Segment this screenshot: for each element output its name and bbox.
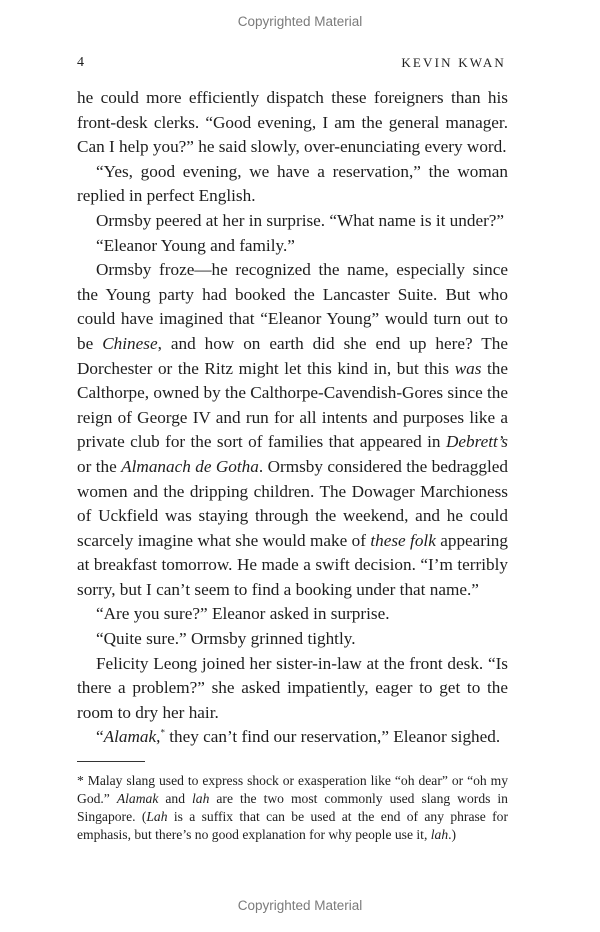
emphasis: these folk	[370, 530, 436, 550]
text-run: “	[96, 727, 104, 747]
paragraph: “Are you sure?” Eleanor asked in surprise.	[96, 604, 390, 624]
text-run: .)	[448, 827, 457, 842]
body-text	[77, 86, 508, 750]
emphasis: Chinese	[102, 333, 158, 353]
emphasis: lah	[430, 827, 449, 842]
text-run: are the two most commonly used slang words in Singapore. (	[77, 791, 508, 824]
text-run: * Malay slang used to express shock or exasperation like “oh dear” or “oh my God.”	[77, 773, 508, 806]
text-run: they can’t find our reservation,” Eleanor sighed.	[164, 727, 501, 747]
emphasis: Lah	[146, 809, 168, 824]
text-run: and	[158, 791, 193, 806]
text-run: ,	[156, 727, 161, 747]
running-head-author: KEVIN KWAN	[401, 55, 506, 70]
paragraph: Felicity Leong joined her sister-in-law at the front desk. “Is there a problem?” she asked impatiently, eager to get to the room to dry her hair.	[77, 653, 508, 722]
emphasis: lah	[192, 791, 210, 806]
footnote-marker: *	[160, 727, 165, 738]
paragraph	[77, 725, 508, 750]
text-run: Ormsby froze—he recognized the name, especially since the Young party had booked the Lancaster Suite. But who could have imagined that “Eleanor Young” would turn out to be	[77, 260, 508, 353]
page-number: 4	[77, 55, 84, 70]
footnote-rule	[77, 761, 145, 762]
watermark-bottom: Copyrighted Material	[237, 898, 363, 913]
paragraph: “Eleanor Young and family.”	[96, 235, 295, 255]
text-run: , and how on earth did she end up here? The Dorchester or the Ritz might let this kind in, but this	[77, 333, 508, 378]
footnote-text	[77, 772, 508, 844]
emphasis: Alamak	[103, 727, 157, 747]
footnote	[77, 772, 508, 844]
text-run: . Ormsby considered the bedraggled women and the dripping children. The Dowager Marchioness of Uckfield was staying through the weekend, and he could scarcely imagine what she would make of	[77, 456, 508, 550]
emphasis: Almanach de Gotha	[121, 456, 259, 476]
paragraph: “Yes, good evening, we have a reservation,” the woman replied in perfect English.	[77, 161, 508, 206]
paragraph: Ormsby peered at her in surprise. “What name is it under?”	[96, 210, 505, 230]
text-run: or the	[77, 456, 122, 476]
emphasis: Alamak	[116, 791, 159, 806]
running-header	[77, 55, 506, 73]
text-run: appearing at breakfast tomorrow. He made a swift decision. “I’m terribly sorry, but I can’t seem to find a booking under that name.”	[77, 530, 508, 599]
text-run: the Calthorpe, owned by the Calthorpe-Cavendish-Gores since the reign of George IV and run for all intents and purposes like a private club for the sort of families that appeared in	[77, 358, 509, 452]
paragraph: “Quite sure.” Ormsby grinned tightly.	[96, 629, 356, 649]
watermark-top: Copyrighted Material	[237, 14, 363, 29]
text-run: is a suffix that can be used at the end of any phrase for emphasis, but there’s no good explanation for why people use it,	[77, 809, 508, 842]
paragraph: he could more efficiently dispatch these foreigners than his front-desk clerks. “Good evening, I am the general manager. Can I help you?” he said slowly, over-enunciating every word.	[77, 88, 508, 157]
emphasis: Debrett’s	[445, 432, 508, 452]
emphasis: was	[454, 358, 482, 378]
paragraph	[77, 258, 508, 602]
